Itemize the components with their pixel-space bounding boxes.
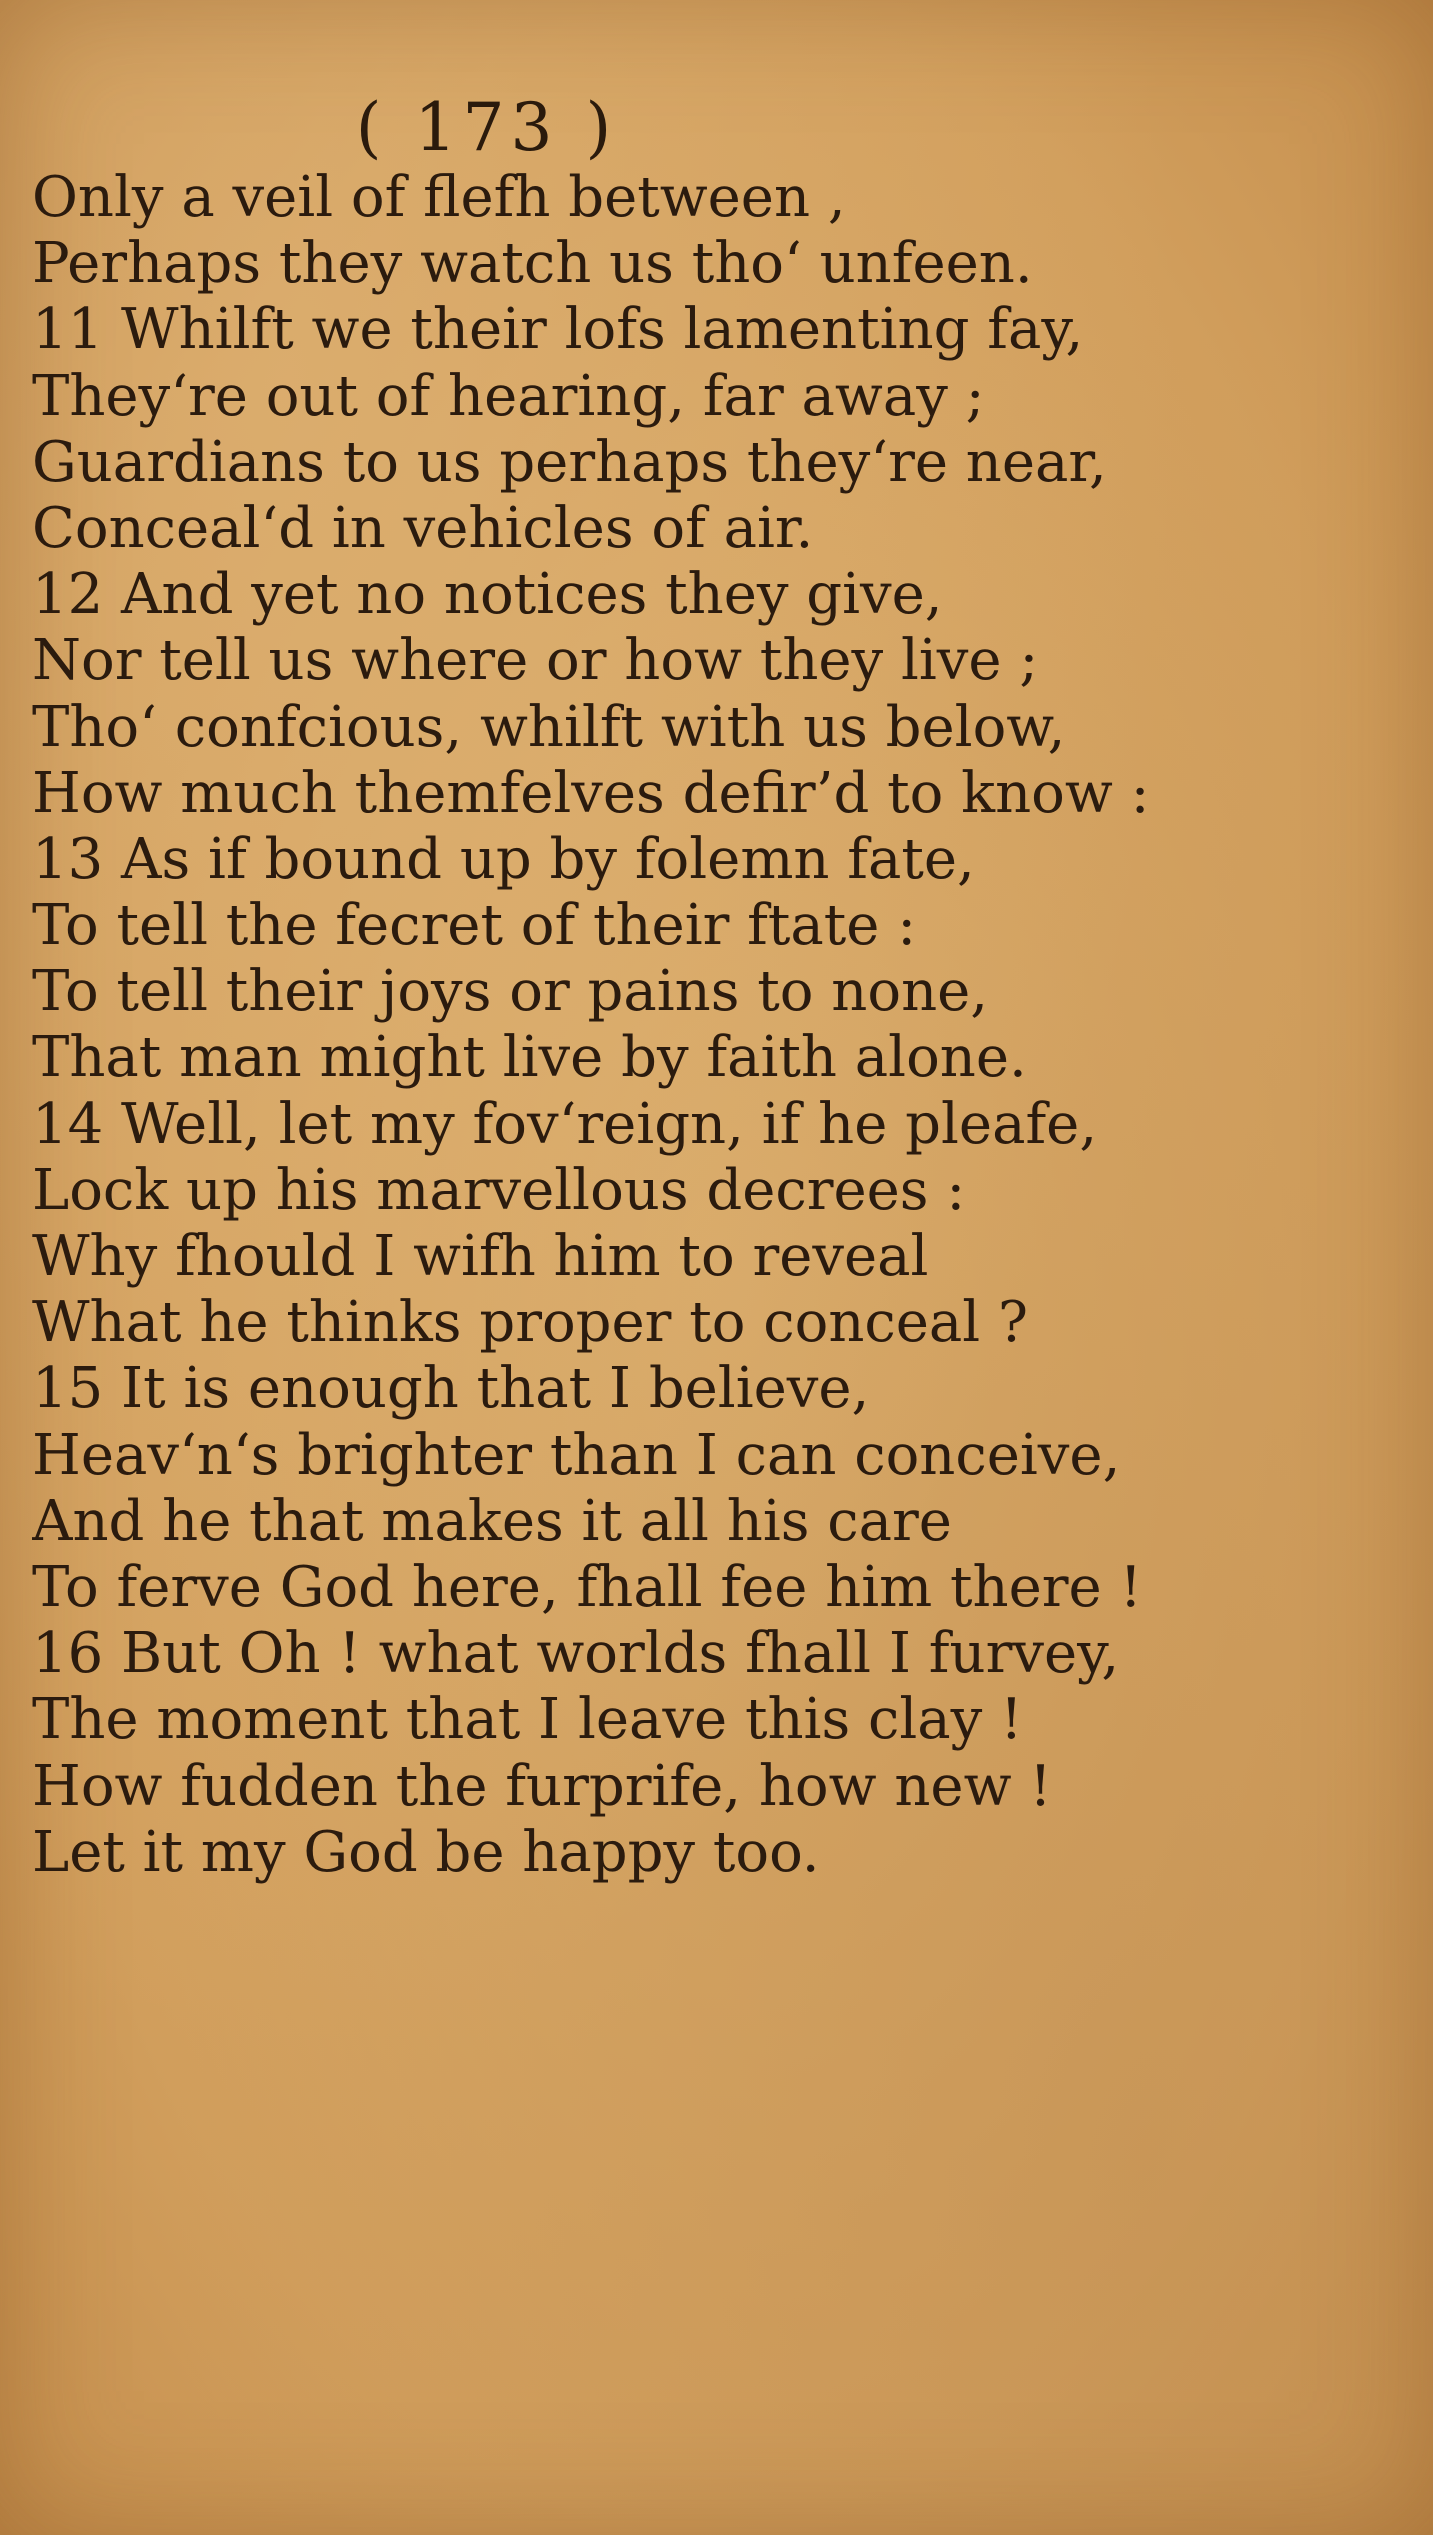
verse-line: Guardians to us perhaps they‘re near, (32, 429, 1107, 495)
verse-line: 12 And yet no notices they give, (32, 562, 943, 628)
verse-line: Only a veil of flefh between , (32, 165, 846, 230)
verse-line: Heav‘n‘s brighter than I can conceive, (32, 1422, 1121, 1488)
verse-line: That man might live by faith alone. (32, 1025, 1027, 1091)
verse-line: To ferve God here, fhall fee him there ! (32, 1554, 1142, 1620)
verse-line: 14 Well, let my fov‘reign, if he pleafe, (32, 1091, 1098, 1157)
verse-line: 11 Whilft we their lofs lamenting fay, (32, 297, 1084, 363)
verse-line: To tell their joys or pains to none, (32, 959, 989, 1025)
verse-line: Let it my God be happy too. (32, 1819, 820, 1885)
verse-line: How fudden the furprife, how new ! (32, 1753, 1052, 1819)
verse-line: 13 As if bound up by folemn fate, (32, 826, 975, 892)
hymn-text (32, 165, 1392, 1886)
verse-line: How much themfelves defir’d to know : (32, 760, 1150, 826)
verse-line: Nor tell us where or how they live ; (32, 628, 1039, 694)
verse-line: What he thinks proper to conceal ? (32, 1290, 1029, 1356)
verse-line: The moment that I leave this clay ! (32, 1687, 1023, 1753)
verse-line: Tho‘ confcious, whilft with us below, (32, 694, 1066, 760)
verse-line: And he that makes it all his care (32, 1488, 952, 1554)
verse-line: Perhaps they watch us tho‘ unfeen. (32, 231, 1033, 297)
verse-line: Why fhould I wifh him to reveal (32, 1224, 929, 1289)
verse-line: To tell the fecret of their ftate : (32, 893, 917, 959)
verse-line: Lock up his marvellous decrees : (32, 1157, 966, 1223)
page-number: ( 173 ) (355, 89, 618, 166)
verse-line: 16 But Oh ! what worlds fhall I furvey, (32, 1621, 1120, 1687)
verse-line: 15 It is enough that I believe, (32, 1356, 870, 1422)
verse-line: Conceal‘d in vehicles of air. (32, 495, 814, 561)
verse-line: They‘re out of hearing, far away ; (32, 363, 985, 429)
